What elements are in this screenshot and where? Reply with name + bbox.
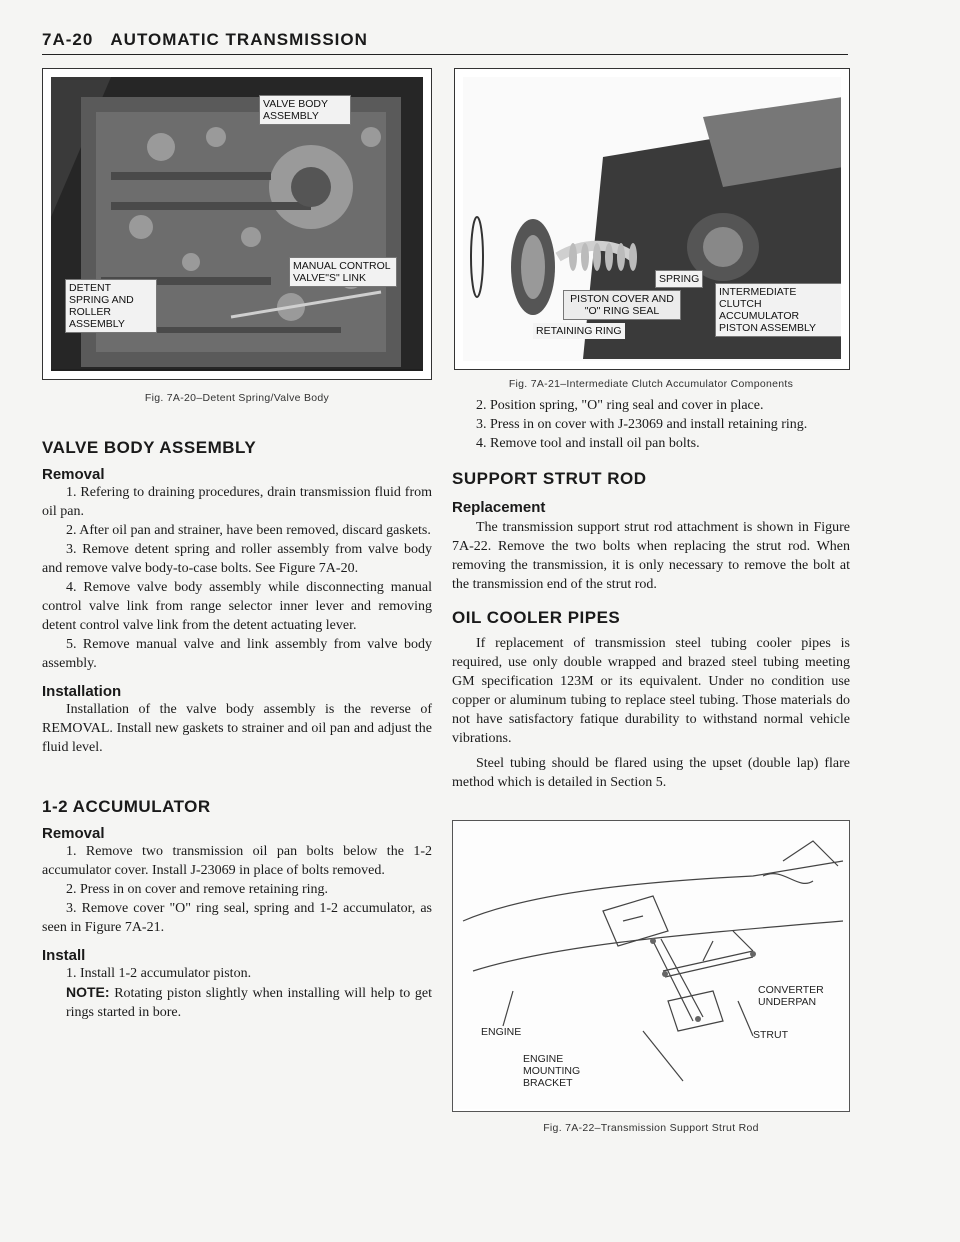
accumulator-photo: [463, 77, 841, 361]
figure-7a-20: [42, 68, 432, 380]
accumulator-continued-step: 4. Remove tool and install oil pan bolts.: [476, 436, 700, 451]
valve-body-removal-step: 5. Remove manual valve and link assembly from valve body assembly.: [42, 637, 432, 671]
valve-body-removal-step: 1. Refering to draining procedures, drain transmission fluid from oil pan.: [42, 485, 432, 519]
page-title: AUTOMATIC TRANSMISSION: [110, 30, 368, 49]
support-strut-subheading: Replacement: [452, 499, 546, 516]
label-retaining-ring: RETAINING RING: [533, 323, 625, 339]
accumulator-install-heading: Install: [42, 947, 86, 964]
valve-body-removal-step: 2. After oil pan and strainer, have been removed, discard gaskets.: [66, 523, 431, 538]
accumulator-continued-step: 3. Press in on cover with J-23069 and install retaining ring.: [476, 417, 808, 432]
label-engine-bracket: ENGINE MOUNTING BRACKET: [523, 1053, 581, 1089]
valve-body-installation-heading: Installation: [42, 683, 122, 700]
accumulator-heading: 1-2 ACCUMULATOR: [42, 797, 211, 816]
oil-cooler-paragraph: If replacement of transmission steel tubing cooler pipes is required, use only double wrapped and brazed steel tubing meeting GM specification 123M or its equivalent. Under no condition use copper or aluminum tubing to replace steel tubing. Those materials do not have satisfactory fatique durability to withstand normal vehicle vibrations.: [452, 636, 850, 746]
label-engine: ENGINE: [481, 1026, 522, 1038]
label-detent-spring: DETENT SPRING AND ROLLER ASSEMBLY: [65, 279, 157, 333]
label-converter-underpan: CONVERTER UNDERPAN: [758, 984, 824, 1008]
valve-body-heading: VALVE BODY ASSEMBLY: [42, 438, 257, 457]
accumulator-note: [42, 983, 432, 1022]
figure-7a-22: [452, 820, 850, 1112]
label-piston-cover: PISTON COVER AND "O" RING SEAL: [563, 290, 681, 320]
valve-body-photo: [51, 77, 423, 371]
accumulator-removal-step: 3. Remove cover "O" ring seal, spring and 1-2 accumulator, as seen in Figure 7A-21.: [42, 901, 432, 935]
valve-body-removal-step: 4. Remove valve body assembly while disconnecting manual control valve link from range selector inner lever and removing detent control valve link from the detent actuating lever.: [42, 580, 432, 633]
left-column: [42, 68, 432, 1022]
right-column: [452, 68, 850, 1134]
figure-7a-21: [454, 68, 850, 370]
support-strut-heading: SUPPORT STRUT ROD: [452, 469, 647, 488]
label-spring: SPRING: [655, 270, 703, 288]
label-accumulator-piston: INTERMEDIATE CLUTCH ACCUMULATOR PISTON ASSEMBLY: [715, 283, 841, 337]
oil-cooler-heading: OIL COOLER PIPES: [452, 608, 621, 627]
page-header: [42, 30, 848, 55]
support-strut-text: The transmission support strut rod attachment is shown in Figure 7A-22. Remove the two bolts when replacing the strut rod. When removing the transmission, it is only necessary to remove the bolt at the transmission end of the strut rod.: [452, 520, 850, 592]
oil-cooler-paragraph: Steel tubing should be flared using the upset (double lap) flare method which is detailed in Section 5.: [452, 756, 850, 790]
accumulator-install-step: 1. Install 1-2 accumulator piston.: [66, 966, 252, 981]
accumulator-removal-step: 2. Press in on cover and remove retaining ring.: [66, 882, 329, 897]
page-number: 7A-20: [42, 30, 94, 49]
valve-body-removal-step: 3. Remove detent spring and roller assembly from valve body and remove valve body-to-case bolts. See Figure 7A-20.: [42, 542, 432, 576]
figure-7a-21-caption: Fig. 7A-21–Intermediate Clutch Accumulator Components: [508, 378, 794, 390]
valve-body-installation-text: Installation of the valve body assembly is the reverse of REMOVAL. Install new gaskets to strainer and oil pan and adjust the fluid level.: [42, 702, 432, 755]
note-label: NOTE:: [66, 984, 110, 1000]
note-text: Rotating piston slightly when installing will help to get rings started in bore.: [66, 986, 433, 1020]
label-manual-link: MANUAL CONTROL VALVE"S" LINK: [289, 257, 397, 287]
figure-7a-22-caption: Fig. 7A-22–Transmission Support Strut Rod: [543, 1122, 759, 1134]
strut-rod-diagram: [453, 821, 849, 1109]
accumulator-removal-step: 1. Remove two transmission oil pan bolts below the 1-2 accumulator cover. Install J-23069 in place of bolts removed.: [42, 844, 432, 878]
valve-body-removal-heading: Removal: [42, 466, 105, 483]
accumulator-continued-step: 2. Position spring, "O" ring seal and cover in place.: [476, 398, 764, 413]
accumulator-removal-heading: Removal: [42, 825, 105, 842]
figure-7a-20-caption: Fig. 7A-20–Detent Spring/Valve Body: [144, 392, 330, 404]
label-valve-body: VALVE BODY ASSEMBLY: [259, 95, 351, 125]
label-strut: STRUT: [753, 1029, 788, 1041]
